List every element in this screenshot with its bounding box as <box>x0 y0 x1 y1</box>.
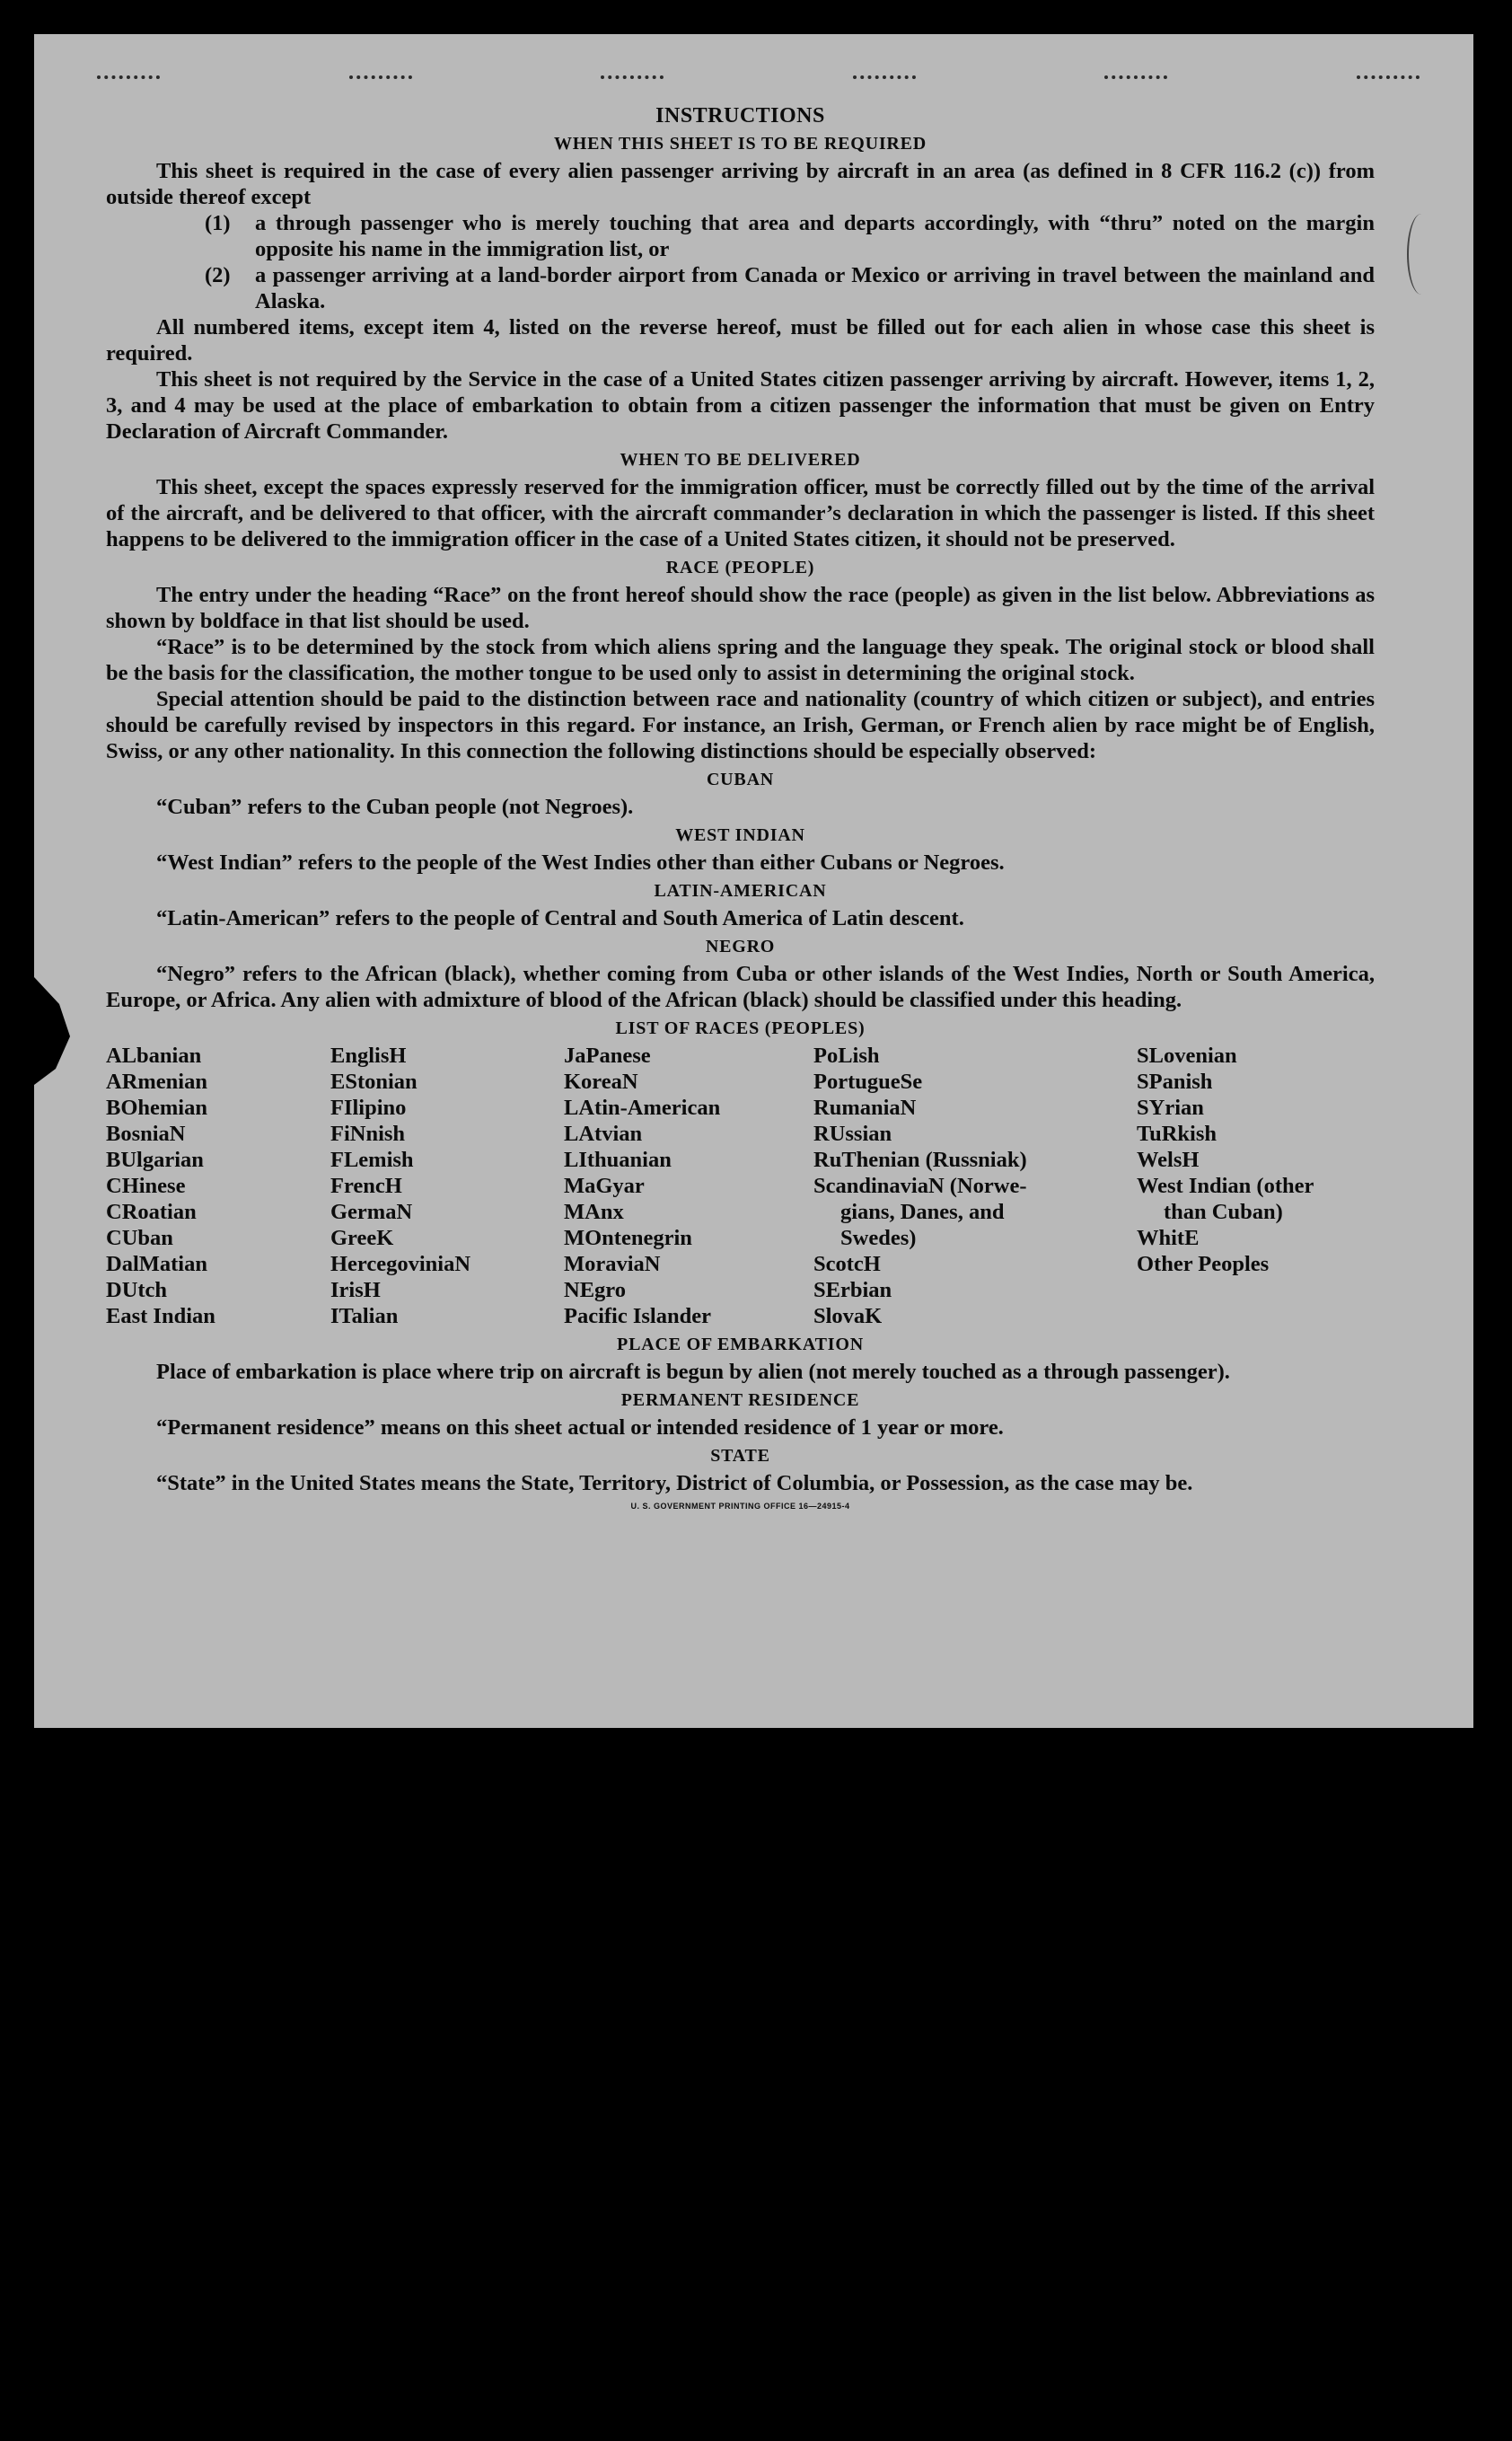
race-entry: CUban <box>106 1226 173 1250</box>
race-entry: PoLish <box>813 1044 880 1068</box>
printing-office-footer: U. S. GOVERNMENT PRINTING OFFICE 16—24915-4 <box>630 1502 850 1511</box>
races-column-3 <box>564 1043 813 1329</box>
race-entry: SYrian <box>1137 1096 1204 1120</box>
para-race-2: “Race” is to be determined by the stock from which aliens spring and the language they speak. The original stock or blood shall be the basis for the classification, the mother tongue to be used only to assist in determining the original stock. <box>106 635 1375 685</box>
heading-negro: NEGRO <box>705 937 776 956</box>
race-entry: JaPanese <box>564 1044 651 1068</box>
race-entry: MaGyar <box>564 1174 645 1198</box>
document-title: INSTRUCTIONS <box>655 104 825 128</box>
race-entry: FIlipino <box>330 1096 407 1120</box>
para-west-indian: “West Indian” refers to the people of the West Indies other than either Cubans or Negroes. <box>156 850 1005 875</box>
exception-item-1 <box>205 210 1375 262</box>
race-entry: TuRkish <box>1137 1122 1218 1146</box>
race-entry: ARmenian <box>106 1070 207 1094</box>
heading-embarkation: PLACE OF EMBARKATION <box>617 1335 864 1354</box>
race-entry: BUlgarian <box>106 1148 204 1172</box>
race-entry: LAtin-American <box>564 1096 721 1120</box>
item-text: a passenger arriving at a land-border airport from Canada or Mexico or arriving in travel between the mainland and Alaska. <box>255 263 1375 313</box>
race-entry: NEgro <box>564 1278 626 1302</box>
races-list <box>106 1043 1375 1329</box>
race-entry: FiNnish <box>330 1122 406 1146</box>
heading-when-delivered: WHEN TO BE DELIVERED <box>620 450 861 470</box>
race-entry: Other Peoples <box>1137 1252 1270 1276</box>
heading-permanent-residence: PERMANENT RESIDENCE <box>620 1390 860 1410</box>
race-entry: ScandinaviaN (Norwe- <box>813 1174 1027 1198</box>
race-entry-continued: Swedes) <box>840 1226 917 1250</box>
race-entry: RUssian <box>813 1122 892 1146</box>
item-number: (1) <box>205 211 231 235</box>
para-cuban: “Cuban” refers to the Cuban people (not Negroes). <box>156 795 634 819</box>
race-entry: CRoatian <box>106 1200 197 1224</box>
para-citizen: This sheet is not required by the Service in the case of a United States citizen passenger arriving by aircraft. However, items 1, 2, 3, and 4 may be used at the place of embarkation to obtain from a citizen passenger the information that must be given on Entry Declaration of Aircraft Commander. <box>106 367 1375 444</box>
race-entry: DalMatian <box>106 1252 207 1276</box>
margin-mark <box>1407 214 1436 295</box>
race-entry: KoreaN <box>564 1070 638 1094</box>
para-embarkation: Place of embarkation is place where trip on aircraft is begun by alien (not merely touched as a through passenger). <box>156 1360 1230 1384</box>
para-permanent-residence: “Permanent residence” means on this sheet actual or intended residence of 1 year or more. <box>156 1415 1004 1440</box>
item-number: (2) <box>205 263 231 287</box>
race-entry-continued: gians, Danes, and <box>840 1200 1005 1224</box>
race-entry: MAnx <box>564 1200 624 1224</box>
race-entry: CHinese <box>106 1174 186 1198</box>
item-text: a through passenger who is merely touching that area and departs accordingly, with “thru” noted on the margin opposite his name in the immigration list, or <box>255 211 1375 261</box>
races-column-1 <box>106 1043 330 1329</box>
race-entry: EStonian <box>330 1070 418 1094</box>
race-entry: ScotcH <box>813 1252 881 1276</box>
race-entry-continued: than Cuban) <box>1164 1200 1283 1224</box>
race-entry: ALbanian <box>106 1044 202 1068</box>
race-entry: MOntenegrin <box>564 1226 692 1250</box>
heading-cuban: CUBAN <box>706 770 775 789</box>
exception-item-2 <box>205 262 1375 314</box>
race-entry: GreeK <box>330 1226 394 1250</box>
races-column-4 <box>813 1043 1137 1329</box>
para-negro: “Negro” refers to the African (black), whether coming from Cuba or other islands of the West Indies, North or South America, Europe, or Africa. Any alien with admixture of blood of the African (black) should be classified under this heading. <box>106 962 1375 1012</box>
heading-west-indian: WEST INDIAN <box>675 825 805 845</box>
race-entry: LAtvian <box>564 1122 643 1146</box>
heading-list-of-races: LIST OF RACES (PEOPLES) <box>615 1018 866 1038</box>
race-entry: RuThenian (Russniak) <box>813 1148 1027 1172</box>
document-sheet <box>34 34 1473 1728</box>
race-entry: Pacific Islander <box>564 1304 711 1328</box>
heading-latin-american: LATIN-AMERICAN <box>654 881 827 901</box>
race-entry: WelsH <box>1137 1148 1200 1172</box>
race-entry: IrisH <box>330 1278 381 1302</box>
race-entry: SPanish <box>1137 1070 1213 1094</box>
race-entry: PortugueSe <box>813 1070 923 1094</box>
race-entry: SErbian <box>813 1278 892 1302</box>
race-entry: MoraviaN <box>564 1252 661 1276</box>
races-column-5 <box>1137 1043 1370 1329</box>
heading-state: STATE <box>710 1446 770 1466</box>
race-entry: SLovenian <box>1137 1044 1237 1068</box>
race-entry: ITalian <box>330 1304 399 1328</box>
para-state: “State” in the United States means the State, Territory, District of Columbia, or Possession, as the case may be. <box>156 1471 1193 1495</box>
para-delivered: This sheet, except the spaces expressly reserved for the immigration officer, must be correctly filled out by the time of the arrival of the aircraft, and be delivered to that officer, with the aircraft commander’s declaration in which the passenger is listed. If this sheet happens to be delivered to the immigration officer in the case of a United States citizen, it should not be preserved. <box>106 475 1375 551</box>
race-entry: EnglisH <box>330 1044 407 1068</box>
race-entry: East Indian <box>106 1304 215 1328</box>
race-entry: FLemish <box>330 1148 414 1172</box>
race-entry: FrencH <box>330 1174 402 1198</box>
para-numbered-items: All numbered items, except item 4, listed on the reverse hereof, must be filled out for each alien in whose case this sheet is required. <box>106 315 1375 366</box>
heading-when-required: WHEN THIS SHEET IS TO BE REQUIRED <box>553 134 927 154</box>
race-entry: BOhemian <box>106 1096 207 1120</box>
race-entry: BosniaN <box>106 1122 186 1146</box>
heading-race: RACE (PEOPLE) <box>665 558 815 577</box>
torn-edge <box>34 977 70 1085</box>
race-entry: HercegoviniaN <box>330 1252 471 1276</box>
race-entry: LIthuanian <box>564 1148 672 1172</box>
races-column-2 <box>330 1043 564 1329</box>
para-when-required-intro: This sheet is required in the case of every alien passenger arriving by aircraft in an area (as defined in 8 CFR 116.2 (c)) from outside thereof except <box>106 159 1375 209</box>
race-entry: RumaniaN <box>813 1096 917 1120</box>
para-latin-american: “Latin-American” refers to the people of Central and South America of Latin descent. <box>156 906 964 930</box>
para-race-1: The entry under the heading “Race” on the front hereof should show the race (people) as given in the list below. Abbreviations as shown by boldface in that list should be used. <box>106 583 1375 633</box>
top-specks <box>97 70 1420 83</box>
race-entry: SlovaK <box>813 1304 883 1328</box>
race-entry: DUtch <box>106 1278 168 1302</box>
race-entry: WhitE <box>1137 1226 1200 1250</box>
para-race-3: Special attention should be paid to the distinction between race and nationality (country of which citizen or subject), and entries should be carefully revised by inspectors in this regard. For instance, an Irish, German, or French alien by race might be of English, Swiss, or any other nationality. In this connection the following distinctions should be especially observed: <box>106 687 1375 763</box>
race-entry: GermaN <box>330 1200 413 1224</box>
race-entry: West Indian (other <box>1137 1174 1314 1198</box>
